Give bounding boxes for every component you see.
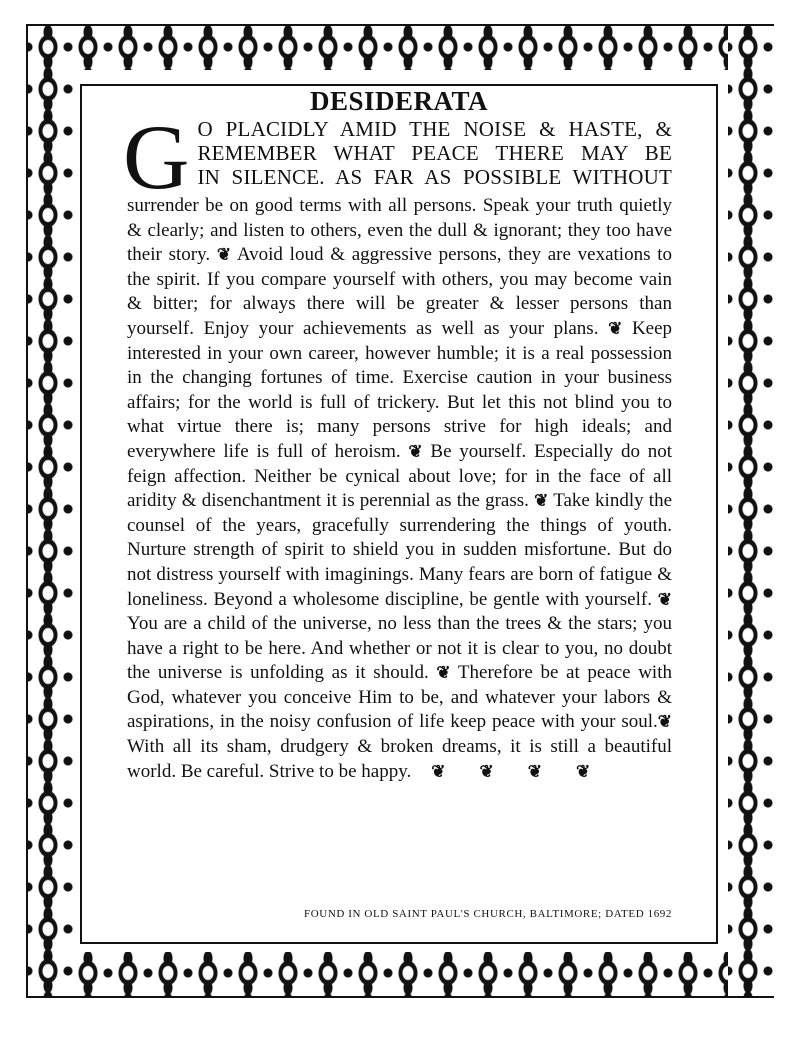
text-segment-6: You are a child of the universe, no less than the trees & the stars; you have a right to be here. And whether or not it is clear to you, no doubt the universe is unfolding as it should.: [127, 613, 672, 684]
fleuron-icon: ❦: [534, 491, 549, 512]
text-segment-8: With all its sham, drudgery & broken dreams, it is still a beautiful world. Be careful. Strive to be happy.: [127, 736, 672, 782]
fleuron-icon: ❦: [657, 712, 672, 733]
fleuron-icon: ❦: [527, 761, 542, 782]
fleuron-icon: ❦: [431, 761, 446, 782]
fleuron-icon: ❦: [608, 318, 623, 339]
poem-body: [123, 106, 673, 784]
text-segment-7: Therefore be at peace with God, whatever you conceive Him to be, and whatever your labors & aspirations, in the noisy confusion of life keep peace with your soul.: [127, 662, 672, 733]
drop-cap: G: [123, 106, 190, 208]
fleuron-icon: ❦: [436, 663, 451, 684]
caps-line-3: IN SILENCE. AS FAR AS POSSIBLE WITHOUT: [197, 165, 672, 189]
fleuron-icon: ❦: [657, 589, 672, 610]
ornamental-border-left: [28, 26, 74, 996]
ornamental-border-top: [28, 26, 774, 70]
attribution: FOUND IN OLD SAINT PAUL'S CHURCH, BALTIMORE; DATED 1692: [304, 908, 672, 920]
text-segment-1: surrender be on good terms with all persons. Speak your truth quietly & clearly; and listen to others, even the dull & ignorant; they too have their story.: [127, 195, 672, 266]
ornamental-border-bottom: [28, 952, 774, 996]
page-title: DESIDERATA: [309, 86, 489, 116]
ornamental-border-right: [728, 26, 774, 996]
fleuron-icon: ❦: [408, 441, 423, 462]
fleuron-row: [431, 760, 624, 785]
poem-paragraph: [127, 193, 672, 784]
text-segment-2: Avoid loud & aggressive persons, they are vexations to the spirit. If you compare yourself with others, you may become vain & bitter; for always there will be greater & lesser persons than yourself. Enjoy your achievements as well as your plans.: [127, 244, 673, 339]
text-segment-3: Keep interested in your own career, however humble; it is a real possession in the changing fortunes of time. Exercise caution in your business affairs; for the world is full of trickery. But let this not blind you to what virtue there is; many persons strive for high ideals; and everywhere life is full of heroism.: [127, 317, 673, 462]
fleuron-icon: ❦: [479, 761, 494, 782]
fleuron-icon: ❦: [216, 245, 232, 266]
caps-line-1: O PLACIDLY AMID THE NOISE & HASTE, &: [197, 117, 672, 141]
text-segment-5: Take kindly the counsel of the years, gracefully surrendering the things of youth. Nurture strength of spirit to shield you in sudden misfortune. But do not distress yourself with imaginings. Many fears are born of fatigue & loneliness. Beyond a wholesome discipline, be gentle with yourself.: [127, 490, 672, 610]
caps-line-2: REMEMBER WHAT PEACE THERE MAY BE: [197, 141, 672, 165]
fleuron-icon: ❦: [575, 761, 591, 782]
text-segment-4: Be yourself. Especially do not feign affection. Neither be cynical about love; for in the face of all aridity & disenchantment it is perennial as the grass.: [127, 440, 673, 512]
